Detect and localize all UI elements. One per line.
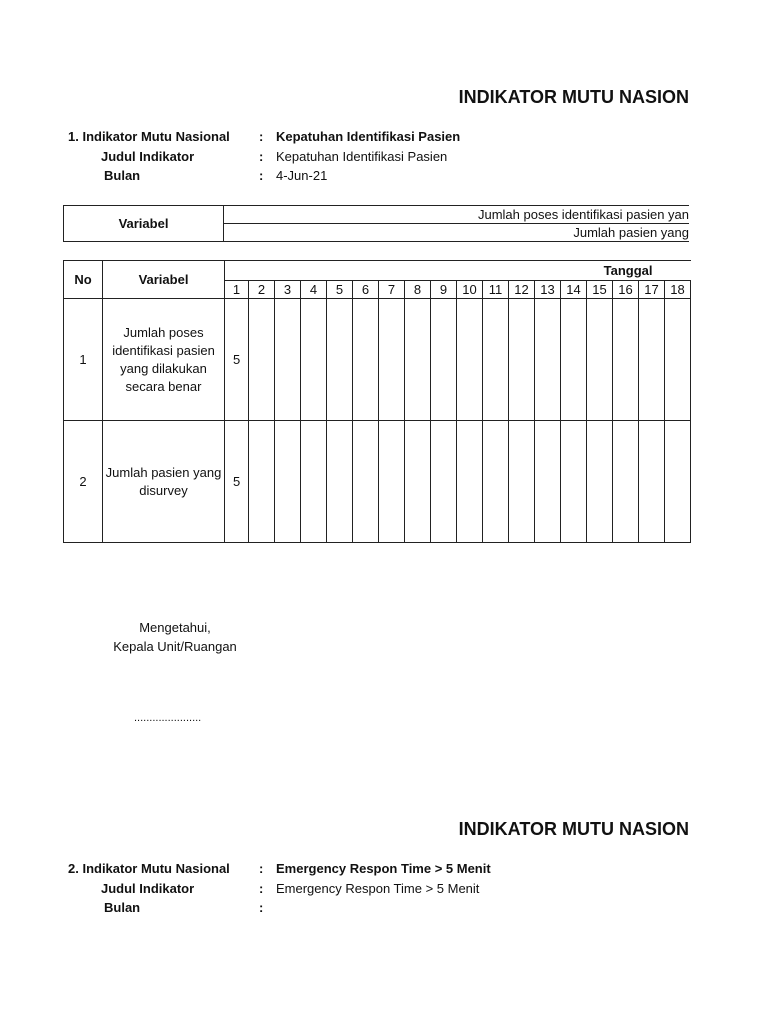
signature-line2: Kepala Unit/Ruangan <box>113 639 237 654</box>
day-cell-8[interactable] <box>405 421 431 543</box>
row-number: 2 <box>64 421 103 543</box>
judul-row-2 <box>0 881 768 901</box>
day-cell-12[interactable] <box>509 299 535 421</box>
day-cell-14[interactable] <box>561 421 587 543</box>
variabel-summary-box <box>63 205 689 242</box>
indicator-row-2 <box>0 861 768 881</box>
day-header-16: 16 <box>613 281 639 299</box>
header-no: No <box>64 261 103 299</box>
indicator-label: 1. Indikator Mutu Nasional <box>68 129 230 144</box>
day-header-11: 11 <box>483 281 509 299</box>
day-header-12: 12 <box>509 281 535 299</box>
day-cell-8[interactable] <box>405 299 431 421</box>
day-cell-15[interactable] <box>587 421 613 543</box>
day-cell-11[interactable] <box>483 421 509 543</box>
day-header-2: 2 <box>249 281 275 299</box>
judul-value: Emergency Respon Time > 5 Menit <box>276 881 480 896</box>
day-header-9: 9 <box>431 281 457 299</box>
day-cell-18[interactable] <box>665 299 691 421</box>
day-cell-7[interactable] <box>379 299 405 421</box>
day-cell-4[interactable] <box>301 421 327 543</box>
day-cell-16[interactable] <box>613 299 639 421</box>
bulan-label: Bulan <box>104 168 141 183</box>
day-header-5: 5 <box>327 281 353 299</box>
row-day-1-value: 5 <box>225 421 249 543</box>
table-row <box>64 299 691 421</box>
day-header-15: 15 <box>587 281 613 299</box>
day-cell-9[interactable] <box>431 299 457 421</box>
day-cell-14[interactable] <box>561 299 587 421</box>
day-header-10: 10 <box>457 281 483 299</box>
day-header-3: 3 <box>275 281 301 299</box>
day-header-1: 1 <box>225 281 249 299</box>
table-row <box>64 421 691 543</box>
judul-label: Judul Indikator <box>101 149 195 164</box>
page-title: INDIKATOR MUTU NASION <box>458 87 689 107</box>
day-header-8: 8 <box>405 281 431 299</box>
indicator-value: Emergency Respon Time > 5 Menit <box>276 861 491 876</box>
day-header-13: 13 <box>535 281 561 299</box>
row-day-1-value: 5 <box>225 299 249 421</box>
day-cell-3[interactable] <box>275 421 301 543</box>
day-header-7: 7 <box>379 281 405 299</box>
day-cell-7[interactable] <box>379 421 405 543</box>
day-cell-9[interactable] <box>431 421 457 543</box>
day-cell-4[interactable] <box>301 299 327 421</box>
bulan-row <box>0 168 768 188</box>
colon: : <box>259 129 264 144</box>
colon: : <box>259 861 264 876</box>
day-cell-6[interactable] <box>353 421 379 543</box>
colon: : <box>259 900 264 915</box>
header-tanggal: Tanggal <box>225 261 691 281</box>
day-cell-2[interactable] <box>249 421 275 543</box>
indicator-label: 2. Indikator Mutu Nasional <box>68 861 230 876</box>
indicator-value: Kepatuhan Identifikasi Pasien <box>276 129 461 144</box>
judul-label: Judul Indikator <box>101 881 195 896</box>
day-cell-10[interactable] <box>457 421 483 543</box>
day-cell-16[interactable] <box>613 421 639 543</box>
day-header-6: 6 <box>353 281 379 299</box>
signature-line1: Mengetahui, <box>139 620 211 635</box>
judul-value: Kepatuhan Identifikasi Pasien <box>276 149 448 164</box>
day-cell-5[interactable] <box>327 299 353 421</box>
variabel-box-label: Variabel <box>64 206 224 241</box>
day-cell-13[interactable] <box>535 421 561 543</box>
data-table <box>63 260 691 543</box>
day-cell-5[interactable] <box>327 421 353 543</box>
signature-dots: ...................... <box>134 712 202 724</box>
day-cell-13[interactable] <box>535 299 561 421</box>
day-header-14: 14 <box>561 281 587 299</box>
bulan-row-2 <box>0 900 768 920</box>
day-cell-12[interactable] <box>509 421 535 543</box>
judul-row <box>0 149 768 169</box>
day-cell-17[interactable] <box>639 299 665 421</box>
day-header-18: 18 <box>665 281 691 299</box>
day-cell-10[interactable] <box>457 299 483 421</box>
header-variabel: Variabel <box>103 261 225 299</box>
denominator-text: Jumlah pasien yang <box>573 225 689 240</box>
day-header-17: 17 <box>639 281 665 299</box>
day-cell-18[interactable] <box>665 421 691 543</box>
day-cell-15[interactable] <box>587 299 613 421</box>
signature-block <box>100 618 250 656</box>
day-header-4: 4 <box>301 281 327 299</box>
day-cell-2[interactable] <box>249 299 275 421</box>
indicator-row <box>0 129 768 149</box>
colon: : <box>259 168 264 183</box>
bulan-label: Bulan <box>104 900 141 915</box>
numerator-text: Jumlah poses identifikasi pasien yan <box>224 206 689 224</box>
colon: : <box>259 881 264 896</box>
day-cell-6[interactable] <box>353 299 379 421</box>
row-variabel: Jumlah pasien yang disurvey <box>103 421 225 543</box>
page-title-2: INDIKATOR MUTU NASION <box>458 819 689 839</box>
row-variabel: Jumlah poses identifikasi pasien yang dilakukan secara benar <box>103 299 225 421</box>
day-cell-3[interactable] <box>275 299 301 421</box>
day-cell-17[interactable] <box>639 421 665 543</box>
colon: : <box>259 149 264 164</box>
bulan-value: 4-Jun-21 <box>276 168 328 183</box>
row-number: 1 <box>64 299 103 421</box>
day-cell-11[interactable] <box>483 299 509 421</box>
